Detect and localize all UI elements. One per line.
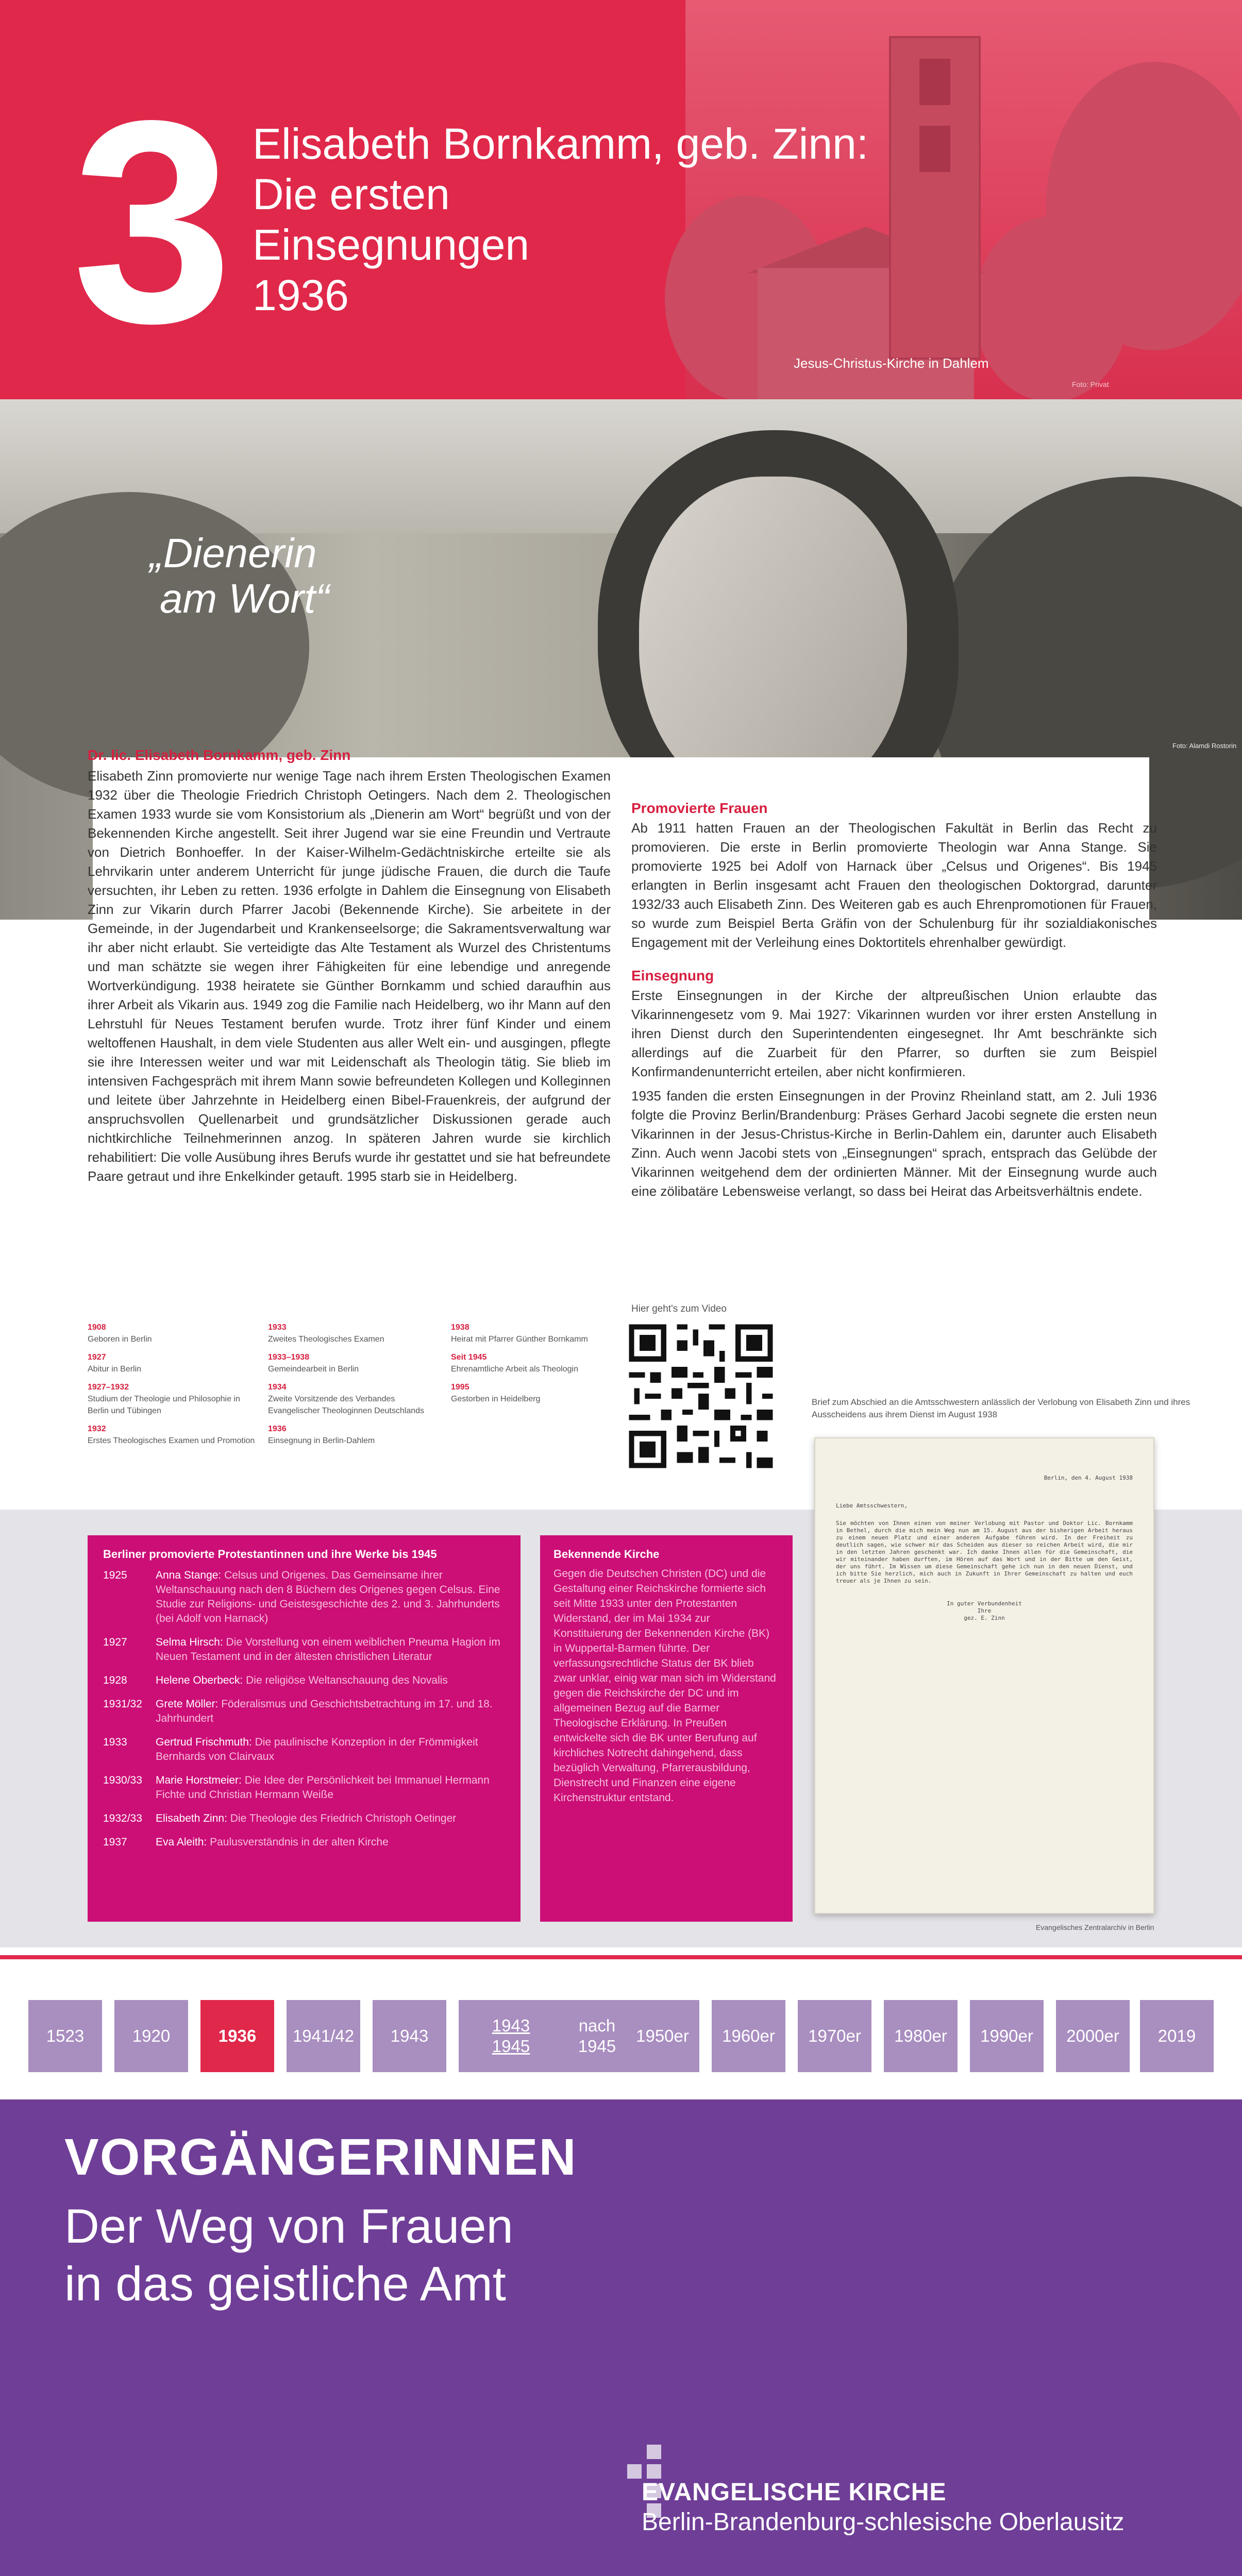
logo-region: Berlin-Brandenburg-schlesische Oberlausitz <box>642 2509 1124 2536</box>
consecration-text: 1935 fanden die ersten Einsegnungen in der Provinz Rheinland statt, am 2. Juli 1936 folgte die Provinz Berlin/Brandenburg: Präses Gerhard Jacobi segnete die ersten neun Vikarinnen in der Jesus-Christus-Kirche in Berlin-Dahlem ein, darunter auch Elisabeth Zinn. Auch wenn Jacobi stets von „Einsegnungen“ sprach, entsprach das Gelübde der Vikarinnen weitgehend dem der ordinierten Männer. Mit der Einsegnung wurde auch eine zölibatäre Lebensweise verlangt, so dass bei Heirat das Arbeitsverhältnis endete. <box>631 1088 1157 1199</box>
year-button-1936[interactable]: 1936 <box>200 2000 274 2072</box>
doctorate-row: 1932/33 Elisabeth Zinn: Die Theologie des Friedrich Christoph Oetinger <box>103 1812 457 1824</box>
qr-label: Hier geht's zum Video <box>631 1303 727 1314</box>
title-line: 1936 <box>253 271 349 319</box>
biography-heading: Dr. lic. Elisabeth Bornkamm, geb. Zinn <box>88 747 351 763</box>
doctorates-box <box>88 1535 521 1922</box>
quote-line: „Dienerin <box>149 530 317 576</box>
doctorate-row: 1927 Selma Hirsch: Die Vorstellung von einem weiblichen Pneuma Hagion im Neuen Testament und in der ältesten christlichen Literatur <box>103 1636 500 1663</box>
year-button-1990er[interactable]: 1990er <box>970 2000 1044 2072</box>
timeline-column <box>451 1321 606 1411</box>
biography-column <box>88 747 611 1191</box>
doctorate-row: 1931/32 Grete Möller: Föderalismus und Geschichtsbetrachtung im 17. und 18. Jahrhundert <box>103 1698 493 1724</box>
letter-body: Sie möchten von Ihnen einen von meiner Verlobung mit Pastor und Doktor Lic. Bornkamm in Bethel, durch die mich mein Weg nun am 15. August aus der bisherigen Arbeit heraus zu einem neuen Platz und einer anderen Aufgabe führen wird. In der Freiheit zu deutlich sagen, wie schwer mir das Scheiden aus dieser so reichen Arbeit wird, die mir in den letzten Jahren geschenkt war. Ich danke Ihnen allen für die Gemeinschaft, die wir miteinander haben durften, im Hören auf das Wort und in der Bitte um den Geist, der uns führt. Im Wissen um diese Gemeinschaft gehe ich nun in den neuen Dienst, und ich bitte Sie herzlich, mich auch in Zukunft in Ihrer Gemeinschaft zu halten und euch treuer als je Ihnen zu sein. <box>836 1520 1133 1584</box>
divider <box>0 1955 1242 1959</box>
timeline-entry: 1933 Zweites Theologisches Examen <box>268 1323 384 1344</box>
chapter-number: 3 <box>72 60 228 383</box>
doctorate-row: 1930/33 Marie Horstmeier: Die Idee der Persönlichkeit bei Immanuel Hermann Fichte und Christian Hermann Weiße <box>103 1774 490 1801</box>
year-button-1920[interactable]: 1920 <box>114 2000 188 2072</box>
timeline-column <box>268 1321 438 1453</box>
letter-document <box>814 1437 1154 1914</box>
timeline-entry: 1927 Abitur in Berlin <box>88 1353 142 1374</box>
series-subtitle <box>64 2197 513 2313</box>
page-title <box>253 118 922 320</box>
subtitle-line: in das geistliche Amt <box>64 2257 506 2311</box>
timeline-entry: 1938 Heirat mit Pfarrer Günther Bornkamm <box>451 1323 588 1344</box>
biography-text: Elisabeth Zinn promovierte nur wenige Tage nach ihrem Ersten Theologischen Examen 1932 über die Theologie Friedrich Christoph Oetingers. Nach dem 2. Theologischen Examen 1933 wurde sie vom Konsistorium als „Dienerin am Wort“ begrüßt und von der Bekennenden Kirche angestellt. Seit ihrer Jugend war sie eine Freundin und Vertraute von Dietrich Bonhoeffer. In der Kaiser-Wilhelm-Gedächtniskirche erteilte sie als Lehrvikarin unter anderem Unterricht für junge jüdische Frauen, die durch die Taufe versuchten, ihr Leben zu retten. 1936 erfolgte in Dahlem die Einsegnung von Elisabeth Zinn zur Vikarin durch Pfarrer Jacobi (Bekennende Kirche). Sie arbeitete in der Gemeinde, in der Jugendarbeit und Krankenseelsorge; die Sakramentsverwaltung war ihr aber nicht erlaubt. Sie verteidigte das Alte Testament als Wurzel des Christentums und man schätzte sie wegen ihrer Fähigkeiten für eine lebendige und anregende Wortverkündigung. 1938 heiratete sie Günther Bornkamm und schied daraufhin aus ihrer Arbeit als Vikarin aus. 1949 zog die Familie nach Heidelberg, wo ihr Mann auf den Lehrstuhl für Neues Testament berufen wurde. Trotz ihrer fünf Kinder und einem weltoffenen Haushalt, in dem viele Studenten aus aller Welt ein- und ausgingen, pflegte sie ihre Interessen weiter und war mit Leidenschaft als Theologin tätig. Sie blieb im intensiven Fachgespräch mit ihrem Mann sowie befreundeten Kollegen und Kolleginnen und leitete über Jahrzehnte in Heidelberg einen Bibel-Frauenkreis, der aufgrund der anspruchsvollen Quellenarbeit und grundsätzlicher Diskussionen gerade auch nichtkirchliche Teilnehmerinnen anzog. In späteren Jahren wurde sie kirchlich rehabilitiert: Die volle Ausübung ihres Berufs wurde ihr gestattet und sie hat befreundete Paare getraut und ihre Enkelkinder getauft. 1995 starb sie in Heidelberg. <box>88 768 611 1184</box>
confessing-church-box <box>540 1535 793 1922</box>
photo-caption: Jesus-Christus-Kirche in Dahlem <box>794 355 989 371</box>
timeline-column <box>88 1321 258 1453</box>
promoted-women-heading: Promovierte Frauen <box>631 800 768 816</box>
doctorate-row: 1937 Eva Aleith: Paulusverständnis in der alten Kirche <box>103 1836 389 1848</box>
timeline-entry: 1932 Erstes Theologisches Examen und Promotion <box>88 1425 255 1445</box>
timeline-entry: 1933–1938 Gemeindearbeit in Berlin <box>268 1353 359 1374</box>
year-button-1943-1945[interactable]: 1943 1945 <box>459 2000 563 2072</box>
photo-credit: Foto: Privat <box>1072 380 1109 388</box>
year-button-1950er[interactable]: 1950er <box>626 2000 699 2072</box>
doctorate-row: 1933 Gertrud Frischmuth: Die paulinische Konzeption in der Frömmigkeit Bernhards von Clairvaux <box>103 1736 478 1762</box>
quote <box>149 531 329 621</box>
title-line: Elisabeth Bornkamm, geb. Zinn: <box>253 120 869 168</box>
context-column <box>631 800 1157 1206</box>
letter-caption: Brief zum Abschied an die Amtsschwestern anlässlich der Verlobung von Elisabeth Zinn und ihres Ausscheidens aus ihrem Dienst im August 1938 <box>812 1397 1190 1419</box>
year-button-1980er[interactable]: 1980er <box>884 2000 958 2072</box>
qr-code-icon[interactable] <box>624 1319 778 1473</box>
confessing-church-heading: Bekennende Kirche <box>553 1548 660 1561</box>
timeline-entry: 1934 Zweite Vorsitzende des Verbandes Evangelischer Theologinnen Deutschlands <box>268 1383 425 1415</box>
timeline-entry: 1927–1932 Studium der Theologie und Philosophie in Berlin und Tübingen <box>88 1383 240 1415</box>
letter-credit: Evangelisches Zentralarchiv in Berlin <box>1036 1923 1154 1931</box>
timeline-entry: 1908 Geboren in Berlin <box>88 1323 152 1344</box>
consecration-heading: Einsegnung <box>631 968 714 984</box>
letter-date: Berlin, den 4. August 1938 <box>1044 1475 1133 1481</box>
year-button-1943[interactable]: 1943 <box>373 2000 446 2072</box>
consecration-text: Erste Einsegnungen in der Kirche der altpreußischen Union erlaubte das Vikarinnengesetz vom 9. Mai 1927: Vikarinnen wurden vor ihrer ersten Anstellung in ihren Dienst durch den Superintendenten eingesegnet. Ihr Amt beschränkte sich allerdings auf die Zuarbeit für den Pfarrer, so durften sie zum Beispiel Konfirmandenunterricht erteilen, aber nicht konfirmieren. <box>631 988 1157 1079</box>
timeline-entry: 1995 Gestorben in Heidelberg <box>451 1383 541 1403</box>
doctorate-row: 1928 Helene Oberbeck: Die religiöse Weltanschauung des Novalis <box>103 1674 448 1686</box>
year-button-2000er[interactable]: 2000er <box>1056 2000 1130 2072</box>
letter-salutation: Liebe Amtsschwestern, <box>836 1502 908 1509</box>
timeline-entry: Seit 1945 Ehrenamtliche Arbeit als Theologin <box>451 1353 578 1374</box>
title-line: Einsegnungen <box>253 221 530 269</box>
year-button-1523[interactable]: 1523 <box>28 2000 102 2072</box>
series-title: VORGÄNGERINNEN <box>64 2128 577 2186</box>
letter-closing: In guter Verbundenheit Ihre gez. E. Zinn <box>947 1600 1022 1621</box>
year-button-1941-42[interactable]: 1941/42 <box>287 2000 360 2072</box>
doctorate-row: 1925 Anna Stange: Celsus und Origenes. Das Gemeinsame ihrer Weltanschauung nach den 8 Büchern des Origenes gegen Celsus. Eine Studie zur Religions- und Geistesgeschichte des 2. und 3. Jahrhunderts (bei Adolf von Harnack) <box>103 1569 500 1624</box>
portrait-credit: Foto: Alamdi Rostorin <box>1172 742 1237 750</box>
year-button-1960er[interactable]: 1960er <box>712 2000 785 2072</box>
confessing-church-text: Gegen die Deutschen Christen (DC) und die Gestaltung einer Reichskirche formierte sich seit Mitte 1933 unter den Protestanten Widerstand, der im Mai 1934 zur Konstituierung der Bekennenden Kirche (BK) in Wuppertal-Barmen führte. Der verfassungsrechtliche Status der BK blieb zwar unklar, einig war man sich im Widerstand gegen die Reichskirche der DC und im allgemeinen Bezug auf die Barmer Theologische Erklärung. In Preußen entwickelte sich die BK unter Berufung auf kirchliches Notrecht dahingehend, dass bezüglich Verwaltung, Pfarrerausbildung, Dienstrecht und Finanzen eine eigene Kirchenstruktur entstand. <box>553 1568 776 1804</box>
year-button-1970er[interactable]: 1970er <box>798 2000 871 2072</box>
year-button-2019[interactable]: 2019 <box>1140 2000 1214 2072</box>
doctorates-heading: Berliner promovierte Protestantinnen und ihre Werke bis 1945 <box>103 1548 437 1561</box>
quote-line: am Wort“ <box>160 575 329 621</box>
year-button-nach-1945[interactable]: nach 1945 <box>545 2000 649 2072</box>
subtitle-line: Der Weg von Frauen <box>64 2199 513 2253</box>
promoted-women-text: Ab 1911 hatten Frauen an der Theologischen Fakultät in Berlin das Recht zu promovieren. Die erste in Berlin promovierte Theologin war Anna Stange. Sie promovierte 1925 bei Adolf von Harnack über „Celsus und Origenes“. Bis 1945 erlangten in Berlin insgesamt acht Frauen den theologischen Doktorgrad, darunter 1932/33 auch Elisabeth Zinn. Des Weiteren gab es auch Ehrenpromotionen für Frauen, so wurde zum Beispiel Berta Gräfin von der Schulenburg für ihr sozialdiakonisches Engagement mit der Verleihung eines Doktortitels ehrenhalber gewürdigt. <box>631 820 1157 950</box>
timeline-entry: 1936 Einsegnung in Berlin-Dahlem <box>268 1425 375 1445</box>
title-line: Die ersten <box>253 170 450 218</box>
logo-wordmark: EVANGELISCHE KIRCHE <box>642 2479 947 2506</box>
